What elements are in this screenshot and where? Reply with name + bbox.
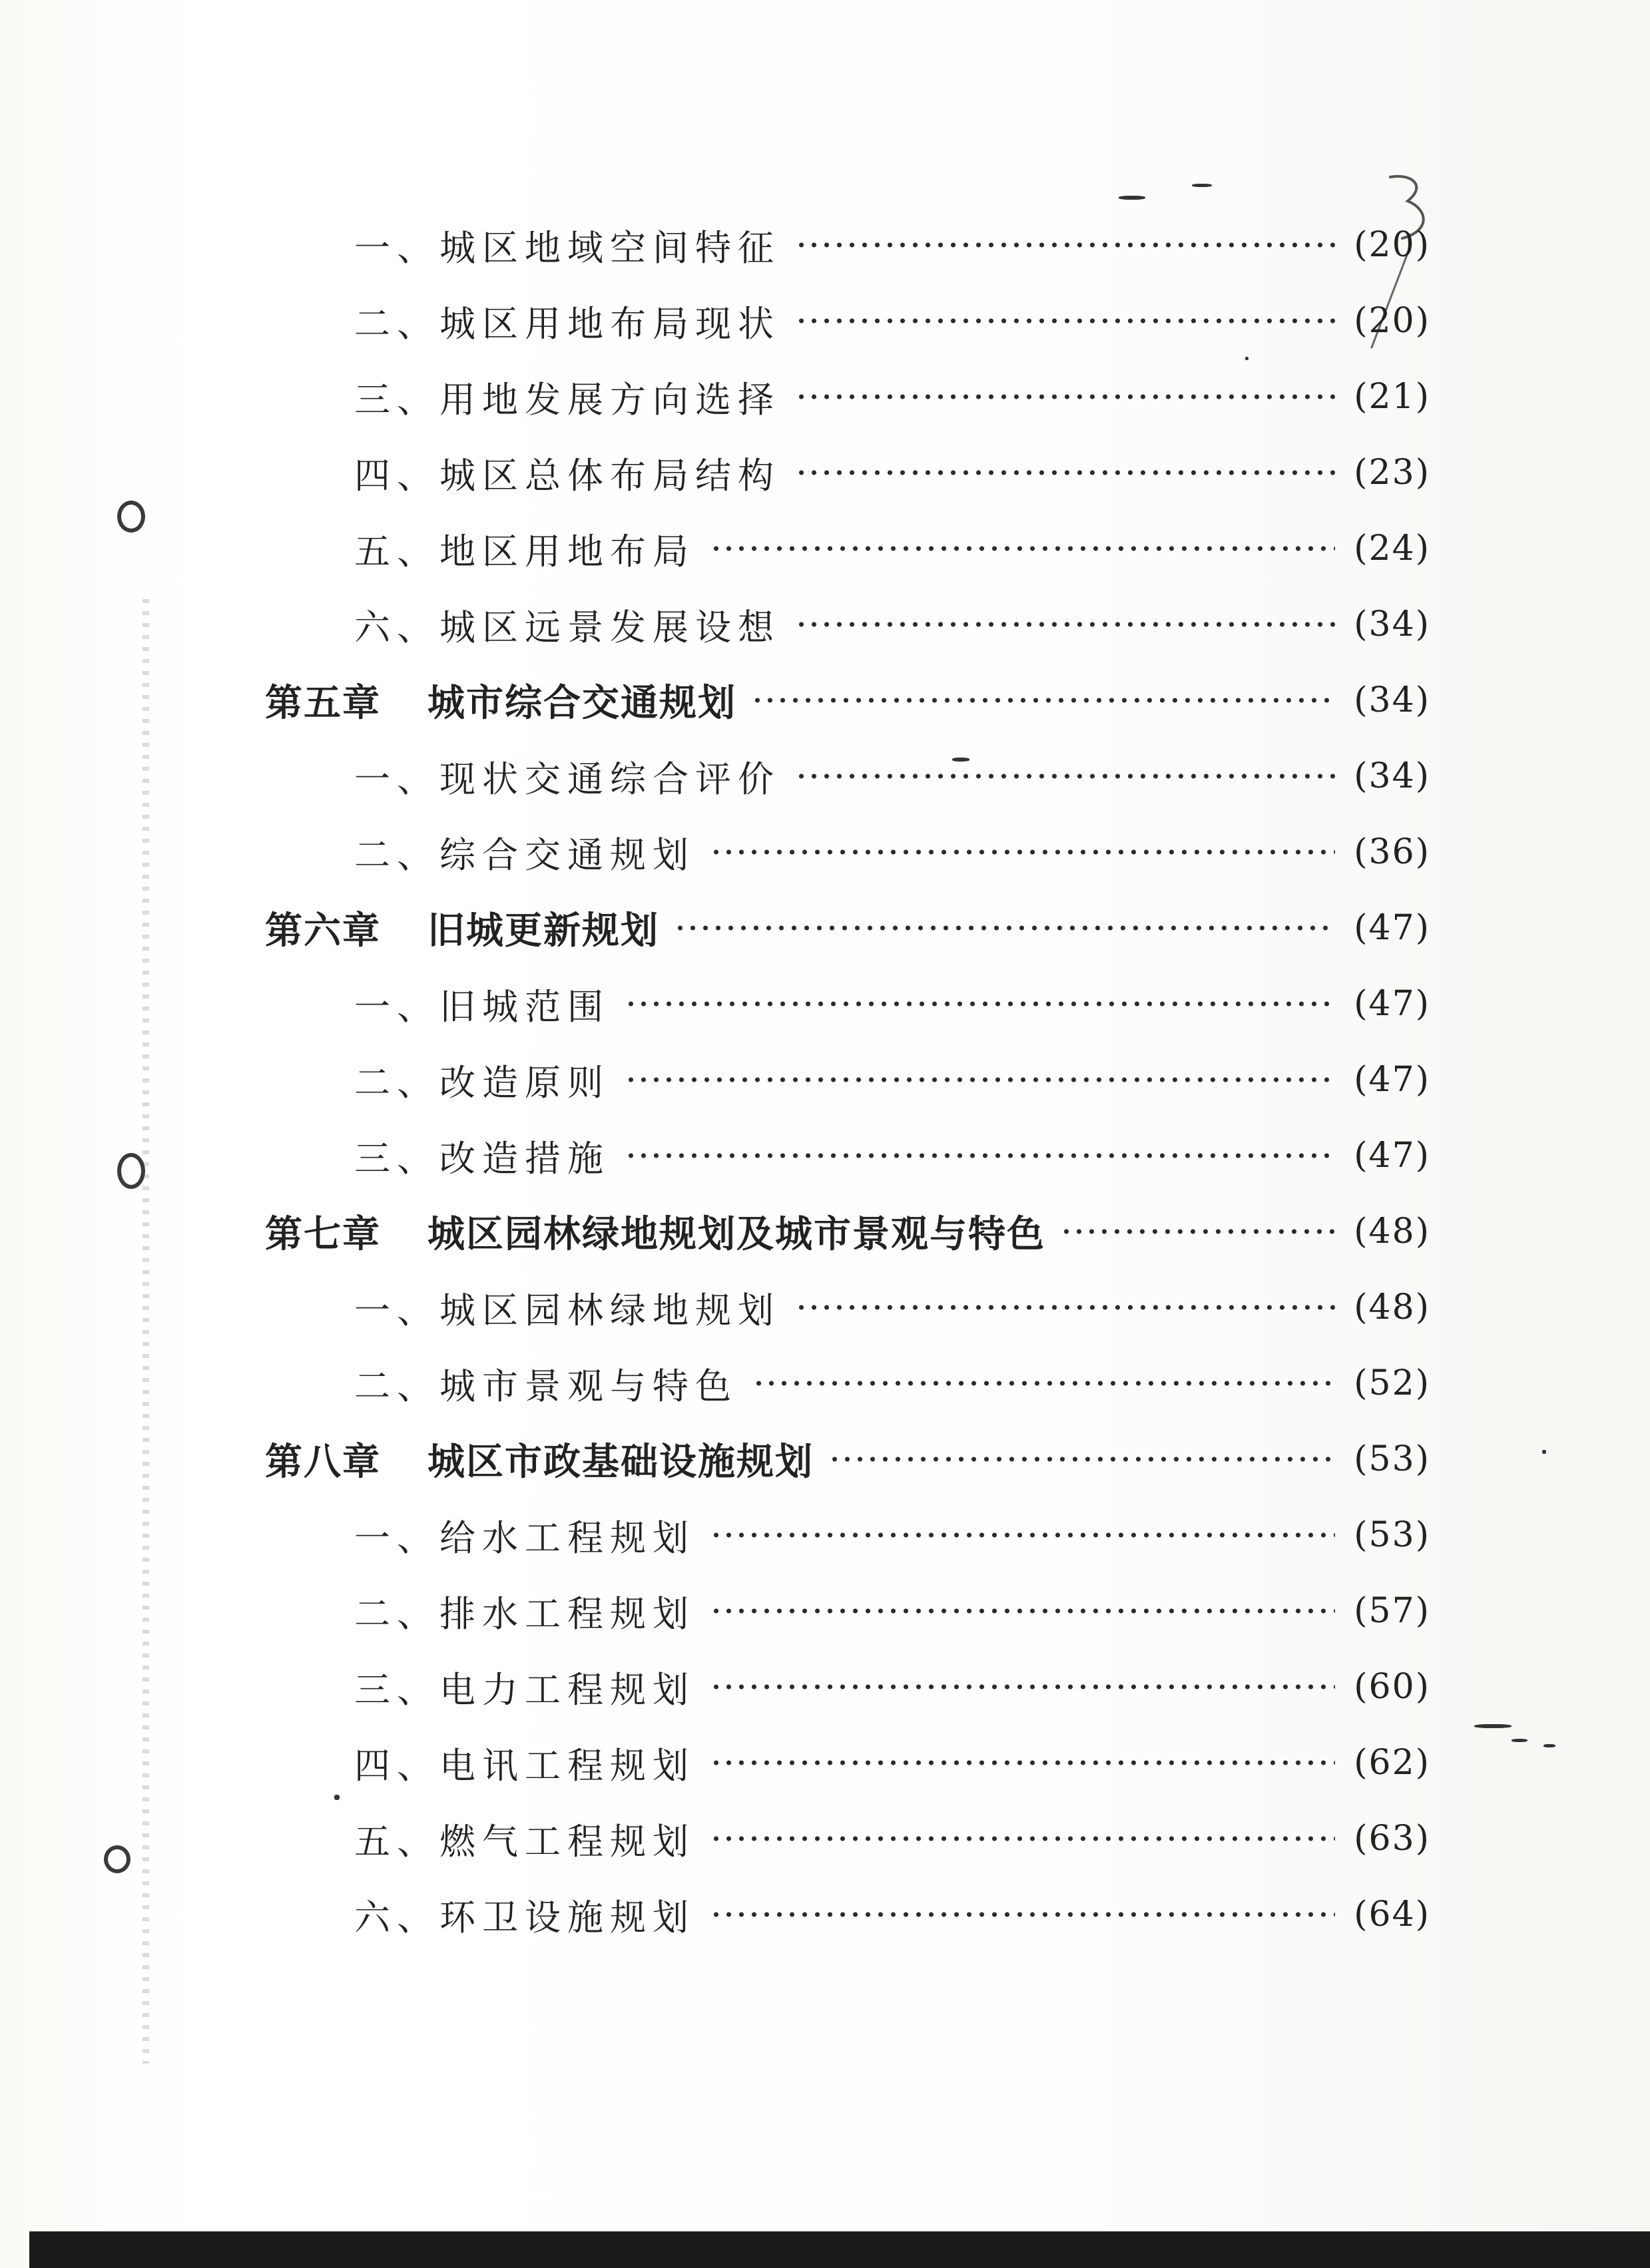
scan-speck: [1542, 1450, 1546, 1454]
dot-leader: [710, 1759, 1335, 1767]
toc-entry-title: 六、城区远景发展设想: [354, 606, 780, 648]
dot-leader: [795, 469, 1335, 477]
scan-speck: [1543, 1744, 1555, 1747]
punch-hole-bottom: [104, 1845, 131, 1873]
toc-section-entry: [354, 1888, 1430, 1941]
dot-leader: [710, 1607, 1335, 1615]
toc-page-number: (60): [1354, 1667, 1430, 1707]
toc-entry-title: 四、电讯工程规划: [354, 1744, 695, 1787]
toc-page-number: (48): [1354, 1212, 1430, 1251]
chapter-title: 城区园林绿地规划及城市景观与特色: [427, 1213, 1045, 1256]
chapter-title: 城市综合交通规划: [427, 682, 736, 725]
toc-entry-title: 一、旧城范围: [354, 985, 610, 1028]
dot-leader: [795, 620, 1335, 628]
toc-entry-title: 一、现状交通综合评价: [354, 758, 780, 800]
dot-leader: [710, 545, 1335, 553]
scan-speck: [1512, 1739, 1527, 1742]
dot-leader: [710, 1911, 1335, 1919]
chapter-title: 城区市政基础设施规划: [427, 1441, 814, 1484]
scan-speck: [1245, 357, 1248, 360]
dot-leader: [795, 317, 1335, 325]
toc-entry-title: 三、用地发展方向选择: [354, 378, 780, 421]
toc-section-entry: [354, 1736, 1430, 1789]
dot-leader: [674, 924, 1335, 932]
toc-page-number: (20): [1354, 225, 1430, 265]
dot-leader: [710, 848, 1335, 856]
chapter-title: 旧城更新规划: [427, 909, 659, 953]
toc-page-number: (52): [1354, 1363, 1430, 1403]
toc-section-entry: [354, 1053, 1430, 1106]
toc-section-entry: [354, 750, 1430, 803]
dot-leader: [1060, 1228, 1335, 1236]
toc-entry-title: 一、城区园林绿地规划: [354, 1289, 780, 1331]
toc-page-number: (34): [1354, 756, 1430, 796]
toc-page-number: (34): [1354, 680, 1430, 720]
toc-entry-title: [265, 1205, 1045, 1258]
chapter-number: 第七章: [265, 1213, 381, 1256]
toc-section-entry: [354, 446, 1430, 499]
dot-leader: [710, 1683, 1335, 1691]
toc-page-number: (53): [1354, 1439, 1430, 1479]
scan-speck: [1119, 196, 1145, 200]
toc-entry-title: 一、城区地域空间特征: [354, 226, 780, 269]
dot-leader: [625, 1000, 1335, 1008]
toc-chapter-entry: [265, 1433, 1430, 1486]
toc-chapter-entry: [265, 1205, 1430, 1258]
dot-leader: [710, 1835, 1335, 1843]
toc-section-entry: [354, 1129, 1430, 1182]
dot-leader: [752, 1379, 1335, 1387]
toc-page-number: (47): [1354, 1136, 1430, 1176]
toc-page-number: (47): [1354, 1060, 1430, 1100]
scan-edge-bar: [29, 2231, 1650, 2268]
toc-section-entry: [354, 598, 1430, 651]
chapter-number: 第六章: [265, 909, 381, 953]
toc-page-number: (20): [1354, 301, 1430, 341]
toc-page-number: (57): [1354, 1591, 1430, 1631]
toc-page-number: (47): [1354, 908, 1430, 948]
toc-page-number: (34): [1354, 604, 1430, 644]
toc-section-entry: [354, 977, 1430, 1030]
dot-leader: [795, 772, 1335, 780]
toc-section-entry: [354, 1508, 1430, 1562]
toc-section-entry: [354, 370, 1430, 423]
toc-chapter-entry: [265, 901, 1430, 955]
dot-leader: [795, 393, 1335, 401]
dot-leader: [795, 1303, 1335, 1311]
scan-speck: [1192, 184, 1212, 187]
toc-entry-title: 五、燃气工程规划: [354, 1820, 695, 1863]
binding-streak: [142, 599, 149, 2064]
toc-entry-title: 二、综合交通规划: [354, 833, 695, 876]
toc-section-entry: [354, 1660, 1430, 1713]
scan-speck: [1474, 1724, 1512, 1728]
chapter-number: 第五章: [265, 682, 381, 725]
scan-speck: [334, 1795, 340, 1800]
dot-leader: [625, 1076, 1335, 1084]
punch-hole-middle: [117, 1153, 145, 1189]
toc-section-entry: [354, 522, 1430, 575]
punch-hole-top: [117, 501, 145, 533]
dot-leader: [625, 1152, 1335, 1160]
toc-section-entry: [354, 1357, 1430, 1410]
dot-leader: [828, 1455, 1335, 1463]
toc-page-number: (23): [1354, 453, 1430, 493]
toc-section-entry: [354, 1584, 1430, 1638]
toc-entry-title: 三、电力工程规划: [354, 1668, 695, 1711]
toc-entry-title: [265, 674, 736, 727]
toc-entry-title: 二、改造原则: [354, 1061, 610, 1104]
toc-page-number: (53): [1354, 1515, 1430, 1555]
dot-leader: [795, 241, 1335, 249]
toc-entry-title: 一、给水工程规划: [354, 1516, 695, 1559]
toc-chapter-entry: [265, 674, 1430, 727]
toc-entry-title: 六、环卫设施规划: [354, 1896, 695, 1938]
toc-page-number: (63): [1354, 1819, 1430, 1859]
toc-page-number: (36): [1354, 832, 1430, 872]
toc-section-entry: [354, 825, 1430, 879]
toc-section-entry: [354, 294, 1430, 347]
chapter-number: 第八章: [265, 1441, 381, 1484]
toc-entry-title: [265, 1433, 814, 1486]
toc-page-number: (48): [1354, 1287, 1430, 1327]
dot-leader: [751, 696, 1335, 704]
toc-page-number: (24): [1354, 529, 1430, 568]
toc-page-number: (21): [1354, 377, 1430, 417]
toc-entry-title: 五、地区用地布局: [354, 530, 695, 572]
toc-section-entry: [354, 218, 1430, 272]
toc-page-number: (64): [1354, 1895, 1430, 1934]
toc-entry-title: 二、排水工程规划: [354, 1592, 695, 1635]
toc-entry-title: 二、城市景观与特色: [354, 1365, 738, 1407]
toc-entry-title: 三、改造措施: [354, 1137, 610, 1180]
toc-entry-title: 四、城区总体布局结构: [354, 454, 780, 497]
dot-leader: [710, 1531, 1335, 1539]
toc-section-entry: [354, 1281, 1430, 1334]
toc-entry-title: [265, 901, 659, 955]
toc-section-entry: [354, 1812, 1430, 1865]
toc-entry-title: 二、城区用地布局现状: [354, 302, 780, 345]
toc-page-number: (47): [1354, 984, 1430, 1024]
toc-page-number: (62): [1354, 1743, 1430, 1783]
